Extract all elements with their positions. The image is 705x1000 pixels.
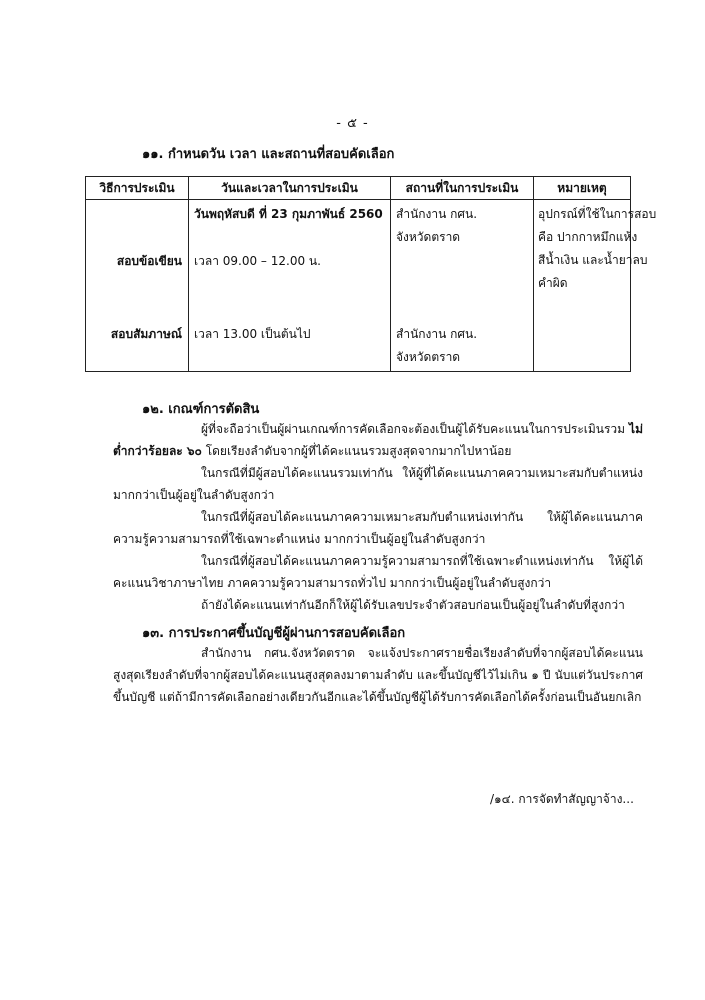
table-row <box>86 200 631 372</box>
interview-place-line1: สำนักงาน กศน. <box>396 327 478 341</box>
table-header-row <box>86 177 631 200</box>
announcement-paragraph: สำนักงาน กศน.จังหวัดตราด จะแจ้งประกาศรายชื่อเรียงลำดับที่จากผู้สอบได้คะแนนสูงสุดเรียงลำดับที่จากผู้สอบได้คะแนนสูงสุดลงมาตามลำดับ และขึ้นบัญชีไว้ไม่เกิน ๑ ปี นับแต่วันประกาศขึ้นบัญชี แต่ถ้ามีการคัดเลือกอย่างเดียวกันอีกและได้ขึ้นบัญชีผู้ได้รับการคัดเลือกได้ครั้งก่อนเป็นอันยกเลิก <box>113 646 643 704</box>
datetime-cell <box>189 200 391 372</box>
criteria-paragraph-4: ในกรณีที่ผู้สอบได้คะแนนภาคความรู้ความสามารถที่ใช้เฉพาะตำแหน่งเท่ากัน ให้ผู้ได้คะแนนวิชาภาษาไทย ภาคความรู้ความสามารถทั่วไป มากกว่าเป็นผู้อยู่ในลำดับสูงกว่า <box>113 554 643 590</box>
remark-line-2: คือ ปากกาหมึกแห้ง <box>538 230 638 244</box>
criteria-paragraph-2: ในกรณีที่มีผู้สอบได้คะแนนรวมเท่ากัน ให้ผู้ที่ได้คะแนนภาคความเหมาะสมกับตำแหน่งมากกว่าเป็นผู้อยู่ในลำดับสูงกว่า <box>113 466 643 502</box>
section-12-heading: ๑๒. เกณฑ์การตัดสิน <box>142 402 260 417</box>
written-exam-method: สอบข้อเขียน <box>116 254 182 268</box>
exam-date: วันพฤหัสบดี ที่ 23 กุมภาพันธ์ 2560 <box>194 207 383 221</box>
remark-cell <box>534 200 657 372</box>
header-datetime: วันและเวลาในการประเมิน <box>189 177 391 200</box>
remark-line-1: อุปกรณ์ที่ใช้ในการสอบ <box>538 207 657 221</box>
written-exam-time: เวลา 09.00 – 12.00 น. <box>194 254 321 268</box>
interview-method: สอบสัมภาษณ์ <box>110 327 182 341</box>
criteria-paragraph-1 <box>113 418 643 462</box>
written-exam-place-line2: จังหวัดตราด <box>396 230 461 244</box>
interview-time: เวลา 13.00 เป็นต้นไป <box>194 327 311 341</box>
written-exam-place-line1: สำนักงาน กศน. <box>396 207 478 221</box>
criteria-text: ผู้ที่จะถือว่าเป็นผู้ผ่านเกณฑ์การคัดเลือกจะต้องเป็นผู้ได้รับคะแนนในการประเมินรวม <box>201 422 630 436</box>
method-cell <box>86 200 189 372</box>
section-11-heading: ๑๑. กำหนดวัน เวลา และสถานที่สอบคัดเลือก <box>142 147 395 162</box>
criteria-text-rest: โดยเรียงลำดับจากผู้ที่ได้คะแนนรวมสูงสุดจากมากไปหาน้อย <box>201 444 512 458</box>
criteria-threshold: ไม่ต่ำกว่าร้อยละ ๖๐ <box>113 422 643 458</box>
remark-line-4: คำผิด <box>538 276 568 290</box>
remark-line-3: สีน้ำเงิน และน้ำยาลบ <box>538 253 648 267</box>
criteria-paragraph-3: ในกรณีที่ผู้สอบได้คะแนนภาคความเหมาะสมกับตำแหน่งเท่ากัน ให้ผู้ได้คะแนนภาคความรู้ความสามารถที่ใช้เฉพาะตำแหน่ง มากกว่าเป็นผู้อยู่ในลำดับสูงกว่า <box>113 510 643 546</box>
header-remark: หมายเหตุ <box>534 177 631 200</box>
exam-schedule-table <box>85 176 657 372</box>
interview-place-line2: จังหวัดตราด <box>396 350 461 364</box>
section-13-heading: ๑๓. การประกาศขึ้นบัญชีผู้ผ่านการสอบคัดเลือก <box>142 626 406 641</box>
page-number: - ๕ - <box>336 116 369 131</box>
continuation-note: /๑๔. การจัดทำสัญญาจ้าง... <box>490 792 634 806</box>
criteria-paragraph-5: ถ้ายังได้คะแนนเท่ากันอีกก็ให้ผู้ได้รับเลขประจำตัวสอบก่อนเป็นผู้อยู่ในลำดับที่สูงกว่า <box>201 598 625 612</box>
header-method: วิธีการประเมิน <box>86 177 189 200</box>
place-cell <box>391 200 534 372</box>
header-place: สถานที่ในการประเมิน <box>391 177 534 200</box>
